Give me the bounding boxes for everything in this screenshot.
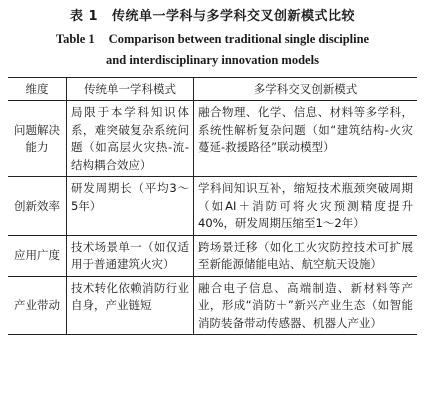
cell-dimension: 问题解决能力: [8, 101, 67, 177]
table-row: [8, 235, 417, 276]
cell-interdisciplinary: 融合电子信息、高端制造、新材料等产业，形成“消防＋”新兴产业生态（如智能消防装备带动传感器、机器人产业）: [194, 276, 418, 335]
table-title-chinese: [8, 8, 417, 26]
cell-dimension: 创新效率: [8, 177, 67, 236]
cell-traditional: 技术场景单一（如仅适用于普通建筑火灾）: [67, 235, 194, 276]
table-row: [8, 276, 417, 335]
table-title-english-line1: [8, 29, 417, 50]
table-number-english: Table 1: [55, 32, 95, 46]
table-title-english-line2: and interdisciplinary innovation models: [106, 53, 319, 67]
header-interdisciplinary: 多学科交叉创新模式: [194, 78, 418, 101]
cell-traditional: 研发周期长（平均3～5年）: [67, 177, 194, 236]
comparison-table: [8, 77, 417, 335]
cell-traditional: 局限于本学科知识体系，难突破复杂系统问题（如高层火灾热-流-结构耦合效应）: [67, 101, 194, 177]
header-traditional: 传统单一学科模式: [67, 78, 194, 101]
table-title-english-text-line1: Comparison between traditional single discipline: [108, 32, 370, 46]
cell-traditional: 技术转化依赖消防行业自身，产业链短: [67, 276, 194, 335]
table-row: [8, 101, 417, 177]
table-title-chinese-text: 传统单一学科与多学科交叉创新模式比较: [112, 9, 356, 24]
table-row: [8, 177, 417, 236]
header-dimension: 维度: [25, 82, 49, 96]
cell-interdisciplinary: 学科间知识互补，缩短技术瓶颈突破周期（如AI＋消防可将火灾预测精度提升40%，研发周期压缩至1～2年）: [194, 177, 418, 236]
cell-interdisciplinary: 融合物理、化学、信息、材料等多学科，系统性解析复杂问题（如“建筑结构-火灾蔓延-救援路径”联动模型）: [194, 101, 418, 177]
cell-dimension: 产业带动: [8, 276, 67, 335]
table-number-chinese: 表 1: [69, 9, 99, 24]
cell-dimension: 应用广度: [8, 235, 67, 276]
table-header-row: [8, 78, 417, 101]
table-title-english: [8, 29, 417, 71]
cell-interdisciplinary: 跨场景迁移（如化工火灾防控技术可扩展至新能源储能电站、航空航天设施）: [194, 235, 418, 276]
